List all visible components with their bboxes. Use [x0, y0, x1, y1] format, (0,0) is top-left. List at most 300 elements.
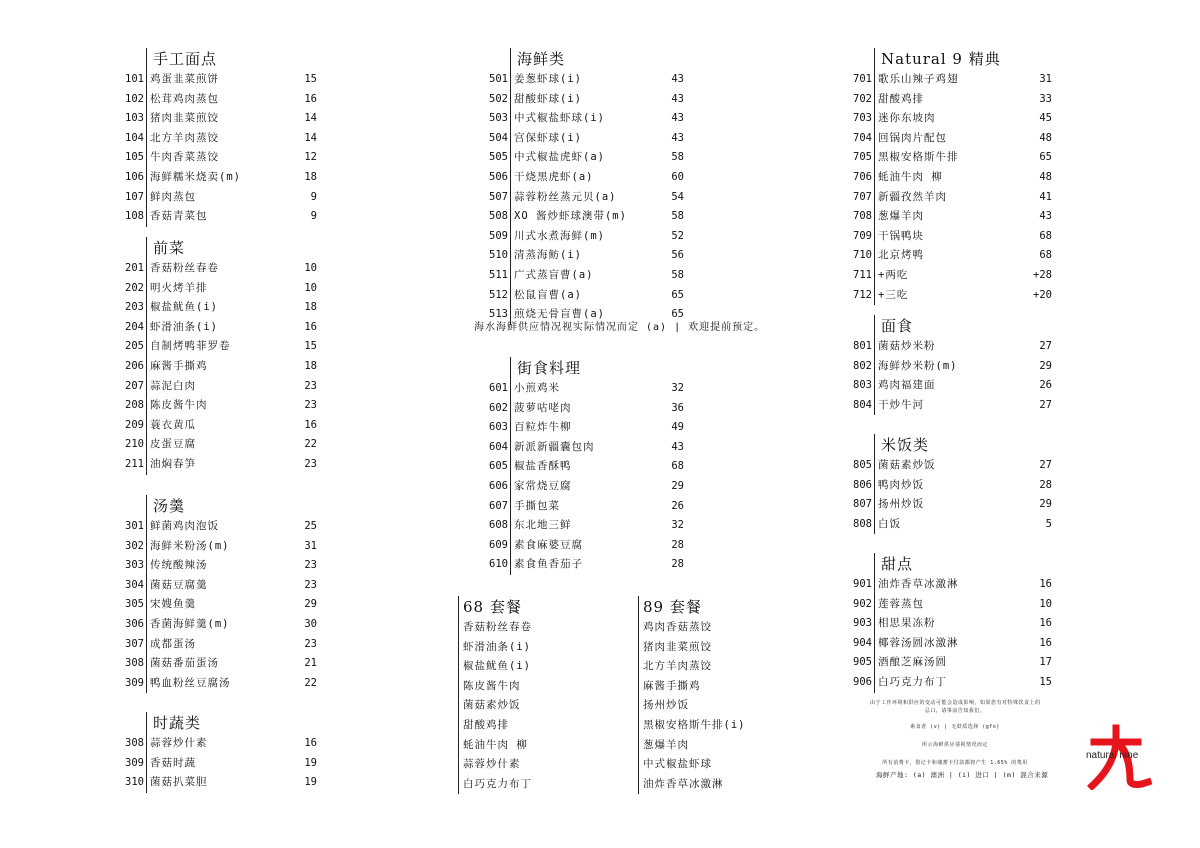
item-name: 迷你东坡肉: [878, 112, 936, 125]
item-name: 清蒸海鲂(i): [514, 249, 582, 262]
item-name: +两吃: [878, 268, 909, 281]
item-code: 808: [853, 517, 872, 530]
item-code: 209: [125, 418, 144, 431]
set-title: 68 套餐: [463, 598, 522, 616]
item-price: 68: [1039, 229, 1052, 242]
item-price: 28: [671, 558, 684, 571]
item-price: 28: [1039, 478, 1052, 491]
item-price: 16: [1039, 636, 1052, 649]
item-price: 9: [310, 190, 317, 203]
item-code: 605: [489, 460, 508, 473]
item-name: 蓑衣黄瓜: [150, 418, 196, 431]
item-code: 104: [125, 131, 144, 144]
item-price: 43: [671, 92, 684, 105]
item-code: 301: [125, 520, 144, 532]
item-price: 23: [304, 379, 317, 392]
item-name: 香菇时蔬: [150, 756, 196, 769]
item-code: 201: [125, 262, 144, 274]
menu-item: [848, 337, 1056, 357]
menu-item: [120, 416, 335, 436]
menu-item: [120, 377, 335, 397]
item-price: 16: [304, 418, 317, 431]
item-price: 14: [304, 112, 317, 125]
item-name: 家常烧豆腐: [514, 479, 572, 492]
item-name: 川式水煮海鲜(m): [514, 229, 605, 242]
item-code: 503: [489, 112, 508, 125]
menu-list: [120, 517, 335, 693]
item-name: 皮蛋豆腐: [150, 438, 196, 451]
item-name: 传统酸辣汤: [150, 559, 208, 572]
menu-item: [848, 90, 1056, 110]
footer-note-3: 素食者 (v) | 无麸质选择 (gfo): [910, 724, 1000, 730]
menu-item: [120, 279, 335, 299]
item-code: 704: [853, 131, 872, 144]
item-code: 807: [853, 498, 872, 511]
item-code: 604: [489, 440, 508, 453]
item-price: 26: [1039, 379, 1052, 392]
item-price: 43: [671, 131, 684, 144]
item-code: 904: [853, 636, 872, 649]
item-price: 48: [1039, 170, 1052, 183]
item-price: 28: [671, 538, 684, 551]
item-price: 23: [304, 637, 317, 650]
menu-item: [848, 673, 1056, 693]
item-code: 308: [125, 657, 144, 670]
item-price: 36: [671, 401, 684, 414]
item-name: 松茸鸡肉蒸包: [150, 92, 219, 105]
item-name: 姜葱虾球(i): [514, 73, 582, 85]
item-code: 309: [125, 676, 144, 689]
item-price: 56: [671, 249, 684, 262]
menu-list: [848, 70, 1056, 305]
item-price: +20: [1033, 288, 1052, 301]
item-name: 自制烤鸭菲罗卷: [150, 340, 231, 353]
item-name: 小煎鸡米: [514, 382, 560, 394]
item-name: 回锅肉片配包: [878, 131, 947, 144]
item-name: 素食鱼香茄子: [514, 558, 583, 571]
menu-item: [848, 396, 1056, 416]
item-code: 712: [853, 288, 872, 301]
item-name: 百粒炸牛柳: [514, 421, 572, 434]
item-code: 101: [125, 73, 144, 85]
menu-item: [120, 259, 335, 279]
item-name: 干锅鸭块: [878, 229, 924, 242]
item-code: 902: [853, 597, 872, 610]
item-price: 65: [1039, 151, 1052, 164]
item-price: 58: [671, 268, 684, 281]
menu-list: [484, 70, 684, 325]
menu-item: [484, 188, 684, 208]
item-price: 22: [304, 676, 317, 689]
item-code: 502: [489, 92, 508, 105]
section-natural9-classics: [848, 48, 1056, 305]
item-code: 805: [853, 459, 872, 471]
item-name: 香菇青菜包: [150, 210, 208, 223]
item-price: 31: [1039, 73, 1052, 85]
item-name: 香菌海鲜羹(m): [150, 617, 230, 630]
menu-item: [120, 773, 335, 793]
item-code: 610: [489, 558, 508, 571]
item-code: 701: [853, 73, 872, 85]
item-price: 22: [304, 438, 317, 451]
set-item: 椒盐鱿鱼(i): [463, 660, 531, 673]
menu-item: [848, 148, 1056, 168]
item-name: 相思果冻粉: [878, 617, 936, 630]
menu-item: [848, 653, 1056, 673]
item-code: 903: [853, 617, 872, 630]
item-name: 鸡蛋韭菜煎饼: [150, 73, 219, 85]
menu-item: [848, 376, 1056, 396]
item-name: 松鼠盲曹(a): [514, 288, 582, 301]
menu-item: [484, 555, 684, 575]
item-price: 27: [1039, 398, 1052, 411]
item-name: 宫保虾球(i): [514, 131, 582, 144]
item-price: 10: [304, 281, 317, 294]
menu-list: [120, 70, 335, 227]
section-handmade-dumplings: [120, 48, 335, 227]
item-price: 26: [671, 499, 684, 512]
item-code: 306: [125, 617, 144, 630]
menu-item: [120, 734, 335, 754]
footer-note-1: 由于工作环境和供应的变动可能会造成影响，如果您有对特殊饮食上的: [870, 700, 1041, 706]
menu-item: [120, 635, 335, 655]
item-price: 32: [671, 382, 684, 394]
menu-item: [120, 70, 335, 90]
item-price: 43: [671, 440, 684, 453]
menu-item: [484, 90, 684, 110]
set-item: 白巧克力布丁: [463, 777, 532, 790]
item-price: 43: [1039, 210, 1052, 223]
item-price: 14: [304, 131, 317, 144]
menu-item: [484, 266, 684, 286]
item-code: 801: [853, 340, 872, 352]
item-price: 15: [1039, 675, 1052, 688]
section-title: 面食: [874, 315, 1056, 337]
item-price: 33: [1039, 92, 1052, 105]
menu-item: [484, 477, 684, 497]
menu-item: [848, 227, 1056, 247]
item-name: 鲜菌鸡肉泡饭: [150, 520, 219, 532]
item-price: 65: [671, 288, 684, 301]
item-code: 601: [489, 382, 508, 394]
menu-item: [484, 379, 684, 399]
menu-list: [120, 259, 335, 475]
section-title: 甜点: [874, 553, 1056, 575]
item-price: 29: [304, 598, 317, 611]
section-appetizers: [120, 237, 335, 475]
logo-wordmark: natural nine: [1086, 750, 1139, 761]
footer-note-4: 所示海鲜供应请视情况而定: [921, 742, 988, 748]
menu-item: [484, 438, 684, 458]
item-price: 31: [304, 539, 317, 552]
item-name: 鸭肉炒饭: [878, 478, 924, 491]
menu-item: [848, 456, 1056, 476]
item-price: 16: [1039, 578, 1052, 590]
item-name: 北方羊肉蒸饺: [150, 131, 219, 144]
item-price: 30: [304, 617, 317, 630]
item-name: 干炒牛河: [878, 398, 924, 411]
menu-item: [120, 537, 335, 557]
set-item: 北方羊肉蒸饺: [643, 660, 712, 673]
menu-item: [120, 754, 335, 774]
item-name: 新派新疆囊包肉: [514, 440, 595, 453]
item-price: 27: [1039, 340, 1052, 352]
item-name: 菌菇素炒饭: [878, 459, 936, 471]
item-price: 43: [671, 73, 684, 85]
item-name: 宋嫂鱼羹: [150, 598, 196, 611]
set-item: 油炸香草冰激淋: [643, 777, 724, 790]
footer-note-5: 所有消费卡，借记卡和储蓄卡付款都将产生 1.65% 的费用: [882, 760, 1028, 766]
item-name: 歌乐山辣子鸡翅: [878, 73, 959, 85]
item-code: 513: [489, 308, 508, 321]
item-code: 107: [125, 190, 144, 203]
item-name: 菌菇番茄蛋汤: [150, 657, 219, 670]
menu-item: [848, 614, 1056, 634]
item-code: 108: [125, 210, 144, 223]
item-name: 蚝油牛肉 柳: [878, 170, 943, 183]
menu-item: [848, 515, 1056, 535]
item-code: 705: [853, 151, 872, 164]
item-code: 603: [489, 421, 508, 434]
menu-item: [848, 595, 1056, 615]
item-price: 15: [304, 340, 317, 353]
seafood-note: 海水海鲜供应情况视实际情况而定 (a) | 欢迎提前预定。: [474, 322, 766, 333]
item-code: 210: [125, 438, 144, 451]
item-price: 23: [304, 559, 317, 572]
item-name: 中式椒盐虾球(i): [514, 112, 605, 125]
item-name: 鲜肉蒸包: [150, 190, 196, 203]
item-name: 海鲜糯米烧卖(m): [150, 170, 241, 183]
item-code: 504: [489, 131, 508, 144]
item-name: 菠萝咕咾肉: [514, 401, 572, 414]
menu-item: [848, 207, 1056, 227]
section-soups: [120, 495, 335, 693]
item-price: 16: [304, 92, 317, 105]
item-code: 905: [853, 656, 872, 669]
menu-item: [120, 455, 335, 475]
item-name: 菌菇豆腐羹: [150, 578, 208, 591]
item-code: 205: [125, 340, 144, 353]
menu-item: [484, 516, 684, 536]
menu-list: [120, 734, 335, 793]
item-code: 802: [853, 359, 872, 372]
menu-item: [120, 168, 335, 188]
set-item: 鸡肉香菇蒸饺: [643, 621, 712, 633]
item-price: 29: [1039, 359, 1052, 372]
menu-item: [120, 615, 335, 635]
item-code: 702: [853, 92, 872, 105]
section-rice: [848, 434, 1056, 534]
item-name: 虾滑油条(i): [150, 320, 218, 333]
item-price: 25: [304, 520, 317, 532]
item-name: 东北地三鲜: [514, 519, 572, 532]
menu-item: [120, 435, 335, 455]
item-price: 21: [304, 657, 317, 670]
item-code: 710: [853, 249, 872, 262]
item-code: 303: [125, 559, 144, 572]
set-item: 黑椒安格斯牛排(i): [643, 718, 746, 731]
set-item: 猪肉韭菜煎饺: [643, 640, 712, 653]
set-item: 蒜蓉炒什素: [463, 758, 521, 771]
item-name: 香菇粉丝春卷: [150, 262, 219, 274]
item-price: 29: [1039, 498, 1052, 511]
menu-item: [484, 109, 684, 129]
item-code: 906: [853, 675, 872, 688]
item-name: 明火烤羊排: [150, 281, 208, 294]
section-title: 米饭类: [874, 434, 1056, 456]
set-title: 89 套餐: [643, 598, 702, 616]
item-name: 海鲜炒米粉(m): [878, 359, 958, 372]
item-name: 酒酿芝麻汤圆: [878, 656, 947, 669]
menu-item: [120, 337, 335, 357]
item-name: 蒜泥白肉: [150, 379, 196, 392]
footer-note-origins: 海鲜产地: (a) 澳洲 | (i) 进口 | (m) 混合来源: [876, 771, 1049, 779]
menu-item: [848, 188, 1056, 208]
item-price: 23: [304, 457, 317, 470]
item-price: 19: [304, 776, 317, 789]
item-code: 803: [853, 379, 872, 392]
menu-item: [120, 90, 335, 110]
menu-item: [120, 576, 335, 596]
section-desserts: [848, 553, 1056, 693]
item-code: 106: [125, 170, 144, 183]
item-code: 309: [125, 756, 144, 769]
section-title: 海鲜类: [510, 48, 684, 70]
item-price: 45: [1039, 112, 1052, 125]
menu-item: [120, 109, 335, 129]
menu-list: [848, 337, 1056, 415]
section-title: 手工面点: [146, 48, 335, 70]
menu-item: [120, 207, 335, 227]
menu-item: [848, 575, 1056, 595]
section-noodles: [848, 315, 1056, 415]
item-name: 白巧克力布丁: [878, 675, 947, 688]
item-code: 510: [489, 249, 508, 262]
item-name: 海鲜米粉汤(m): [150, 539, 230, 552]
menu-item: [848, 109, 1056, 129]
menu-item: [120, 654, 335, 674]
item-name: 北京烤鸭: [878, 249, 924, 262]
item-price: 23: [304, 399, 317, 412]
item-price: 18: [304, 301, 317, 314]
item-name: 油炸香草冰激淋: [878, 578, 959, 590]
menu-item: [484, 227, 684, 247]
item-name: 椒盐香酥鸭: [514, 460, 572, 473]
item-code: 609: [489, 538, 508, 551]
menu-item: [120, 298, 335, 318]
menu-item: [484, 399, 684, 419]
menu-item: [120, 517, 335, 537]
item-name: +三吃: [878, 288, 909, 301]
item-price: 65: [671, 308, 684, 321]
menu-list: [484, 379, 684, 575]
item-code: 208: [125, 399, 144, 412]
menu-item: [848, 476, 1056, 496]
item-price: 68: [1039, 249, 1052, 262]
menu-item: [120, 148, 335, 168]
item-code: 804: [853, 398, 872, 411]
item-name: 菌菇炒米粉: [878, 340, 936, 352]
item-code: 305: [125, 598, 144, 611]
set-item: 扬州炒饭: [643, 699, 689, 712]
item-code: 706: [853, 170, 872, 183]
menu-item: [484, 207, 684, 227]
menu-item: [484, 418, 684, 438]
item-code: 509: [489, 229, 508, 242]
item-code: 512: [489, 288, 508, 301]
menu-item: [848, 70, 1056, 90]
menu-item: [120, 188, 335, 208]
item-price: 27: [1039, 459, 1052, 471]
menu-item: [484, 286, 684, 306]
item-price: 10: [1039, 597, 1052, 610]
set-item: 葱爆羊肉: [643, 738, 689, 751]
item-price: 49: [671, 421, 684, 434]
item-price: 68: [671, 460, 684, 473]
item-price: 43: [671, 112, 684, 125]
item-code: 202: [125, 281, 144, 294]
item-code: 302: [125, 539, 144, 552]
set-item: 菌菇素炒饭: [463, 699, 521, 712]
item-name: 煎烧无骨盲曹(a): [514, 308, 605, 321]
item-price: 18: [304, 170, 317, 183]
item-name: 猪肉韭菜煎饺: [150, 112, 219, 125]
item-name: 莲蓉蒸包: [878, 597, 924, 610]
footer-note-2: 忌口，请事前告知我们。: [924, 708, 986, 714]
item-name: 黑椒安格斯牛排: [878, 151, 959, 164]
item-price: 17: [1039, 656, 1052, 669]
item-code: 102: [125, 92, 144, 105]
section-seafood: [484, 48, 684, 325]
item-code: 608: [489, 519, 508, 532]
menu-item: [120, 396, 335, 416]
item-name: 麻酱手撕鸡: [150, 359, 208, 372]
item-code: 709: [853, 229, 872, 242]
menu-item: [120, 556, 335, 576]
menu-item: [484, 497, 684, 517]
set-item: 甜酸鸡排: [463, 718, 509, 731]
item-price: 19: [304, 756, 317, 769]
set-menu-68: [458, 596, 629, 794]
item-price: 41: [1039, 190, 1052, 203]
item-code: 304: [125, 578, 144, 591]
menu-item: [484, 168, 684, 188]
set-item: 中式椒盐虾球: [643, 758, 712, 771]
item-code: 711: [853, 268, 872, 281]
item-code: 105: [125, 151, 144, 164]
menu-item: [120, 129, 335, 149]
item-name: 牛肉香菜蒸饺: [150, 151, 219, 164]
menu-item: [484, 148, 684, 168]
item-name: 蒜蓉炒什素: [150, 737, 208, 749]
section-title: 前菜: [146, 237, 335, 259]
item-code: 211: [125, 457, 144, 470]
item-name: 椰蓉汤圆冰激淋: [878, 636, 959, 649]
menu-item: [120, 357, 335, 377]
menu-item: [848, 286, 1056, 306]
item-name: XO 酱炒虾球澳带(m): [514, 210, 627, 223]
menu-item: [120, 674, 335, 694]
item-price: 15: [304, 73, 317, 85]
item-code: 901: [853, 578, 872, 590]
set-item: 麻酱手撕鸡: [643, 679, 701, 692]
menu-item: [484, 70, 684, 90]
set-item: 蚝油牛肉 柳: [463, 738, 528, 751]
item-price: 29: [671, 479, 684, 492]
set-item: 香菇粉丝春卷: [463, 621, 532, 633]
item-price: 32: [671, 519, 684, 532]
item-price: 12: [304, 151, 317, 164]
